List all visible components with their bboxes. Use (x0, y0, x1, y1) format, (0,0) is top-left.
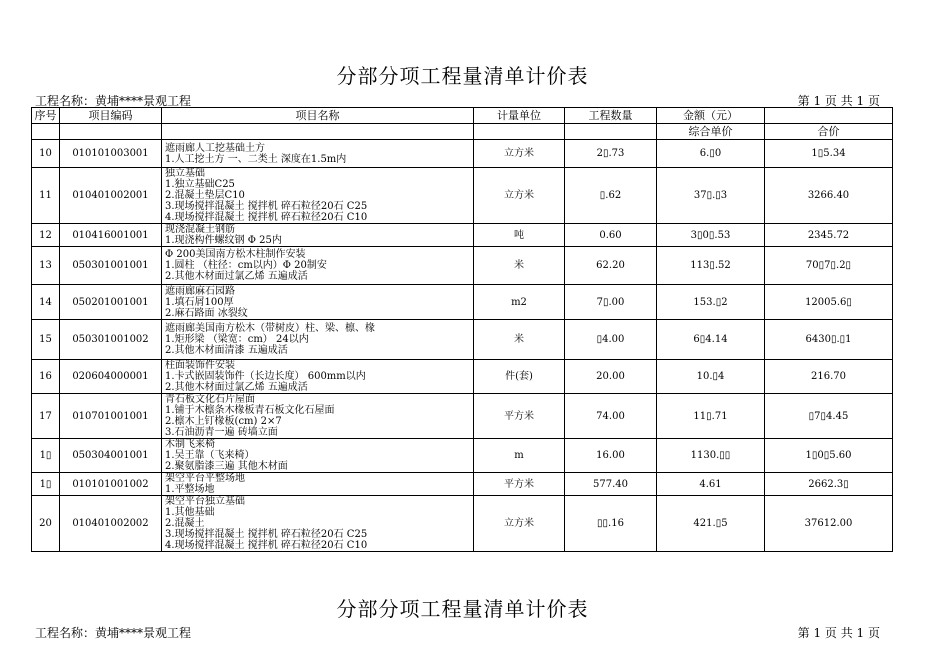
cell-unit: 平方米 (474, 473, 565, 496)
item-description-line: 3.现场搅拌混凝土 搅拌机 碎石粒径20石 C25 (165, 529, 368, 540)
cell-qty: 2▯.73 (565, 140, 657, 168)
cell-seq: 16 (32, 360, 60, 394)
cell-qty: ▯4.00 (565, 320, 657, 360)
table-row (32, 394, 893, 439)
cell-total: 6430▯.▯1 (765, 320, 893, 360)
cell-total: 2345.72 (765, 224, 893, 247)
table-row (32, 224, 893, 247)
cell-qty: 16.00 (565, 439, 657, 473)
table-row (32, 168, 893, 224)
cell-code: 010401002001 (60, 168, 162, 224)
cell-code: 010701001001 (60, 394, 162, 439)
item-description-line: 1.填石屑100厚 (165, 296, 234, 308)
header-amount: 金额（元） (657, 108, 765, 124)
cell-seq: 13 (32, 247, 60, 285)
cell-unit: 平方米 (474, 394, 565, 439)
cell-unit: 立方米 (474, 168, 565, 224)
cell-seq: 1▯ (32, 473, 60, 496)
cell-item-name (162, 247, 474, 285)
item-description-line: 2.檩木上钉椽板(cm) 2×7 (165, 416, 282, 427)
table-row (32, 439, 893, 473)
header-unit-price: 综合单价 (657, 124, 765, 140)
cell-total: 216.70 (765, 360, 893, 394)
item-description-line: 1.吴王靠（飞来椅） (165, 450, 255, 461)
cell-code: 010101001002 (60, 473, 162, 496)
item-description-line: 2.其他木材面过氯乙烯 五遍成活 (165, 271, 308, 282)
item-description-line: 遮雨廊麻石园路 (165, 285, 235, 297)
cell-unit-price: 6.▯0 (657, 140, 765, 168)
item-description-line: 架空平台平整场地 (165, 473, 245, 484)
table-row (32, 320, 893, 360)
item-description-line: 青石板文化石片屋面 (165, 394, 255, 405)
item-description-line: 架空平台独立基础 (165, 496, 245, 507)
header-seq: 序号 (32, 108, 60, 124)
item-description-line: 木制飞来椅 (165, 439, 215, 450)
cell-code: 010416001001 (60, 224, 162, 247)
item-description-line: 3.石油沥青一遍 砖墙立面 (165, 427, 278, 438)
cell-unit-price: 153.▯2 (657, 285, 765, 320)
cell-code: 050301001001 (60, 247, 162, 285)
item-description-line: 独立基础 (165, 168, 205, 179)
page-title: 分部分项工程量清单计价表 (336, 64, 589, 88)
table-subheader-row (32, 124, 893, 140)
item-description-line: 3.现场搅拌混凝土 搅拌机 碎石粒径20石 C25 (165, 201, 368, 212)
cell-seq: 11 (32, 168, 60, 224)
item-description-line: 柱面装饰件安装 (165, 360, 235, 371)
item-description-line: 1.现浇构件螺纹钢 Φ 25内 (165, 235, 282, 246)
cell-unit: m2 (474, 285, 565, 320)
cell-seq: 10 (32, 140, 60, 168)
cell-seq: 12 (32, 224, 60, 247)
header-empty (765, 108, 893, 124)
item-description-line: 4.现场搅拌混凝土 搅拌机 碎石粒径20石 C10 (165, 540, 368, 551)
cell-unit-price: 11▯.71 (657, 394, 765, 439)
page2-page-number: 第 1 页 共 1 页 (797, 626, 880, 640)
cell-unit: 米 (474, 320, 565, 360)
cell-total: ▯7▯4.45 (765, 394, 893, 439)
page2-title: 分部分项工程量清单计价表 (336, 597, 589, 621)
cell-item-name (162, 496, 474, 552)
item-description-line: 遮雨廊美国南方松木（带树皮）柱、梁、檩、椽 (165, 323, 375, 334)
cell-unit: 立方米 (474, 496, 565, 552)
cell-total: 37612.00 (765, 496, 893, 552)
cell-item-name (162, 140, 474, 168)
table-row (32, 360, 893, 394)
cell-item-name (162, 168, 474, 224)
cell-qty: 74.00 (565, 394, 657, 439)
cell-seq: 14 (32, 285, 60, 320)
item-description-line: 2.其他木材面清漆 五遍成活 (165, 345, 288, 356)
cell-unit: 件(套) (474, 360, 565, 394)
cell-item-name (162, 320, 474, 360)
cell-qty: 20.00 (565, 360, 657, 394)
cell-code: 010401002002 (60, 496, 162, 552)
cell-item-name (162, 439, 474, 473)
header-total: 合价 (765, 124, 893, 140)
table-row (32, 496, 893, 552)
cell-unit-price: 1130.▯▯ (657, 439, 765, 473)
page-number: 第 1 页 共 1 页 (797, 94, 880, 108)
cell-qty: 577.40 (565, 473, 657, 496)
table-row (32, 285, 893, 320)
cell-qty: 0.60 (565, 224, 657, 247)
page2-project-name: 工程名称：黄埔****景观工程 (35, 626, 192, 640)
cell-item-name (162, 285, 474, 320)
header-name: 项目名称 (162, 108, 474, 124)
cell-total: 1▯5.34 (765, 140, 893, 168)
cell-total: 1▯0▯5.60 (765, 439, 893, 473)
item-description-line: 1.其他基础 (165, 507, 215, 518)
item-description-line: 1.圆柱 （柱径：cm以内）Φ 20制安 (165, 260, 327, 271)
header-qty: 工程数量 (565, 108, 657, 124)
cell-unit-price: 421.▯5 (657, 496, 765, 552)
item-description-line: 1.独立基础C25 (165, 179, 235, 190)
cell-item-name (162, 224, 474, 247)
item-description-line: 2.混凝土垫层C10 (165, 190, 245, 201)
cell-unit-price: 4.61 (657, 473, 765, 496)
cell-unit: m (474, 439, 565, 473)
cell-item-name (162, 473, 474, 496)
header-code: 项目编码 (60, 108, 162, 124)
cell-unit-price: 37▯.▯3 (657, 168, 765, 224)
cell-unit-price: 113▯.52 (657, 247, 765, 285)
page2-project-header (35, 624, 880, 641)
item-description-line: 2.聚氨脂漆三遍 其他木材面 (165, 461, 288, 472)
item-description-line: 1.人工挖土方 一、二类土 深度在1.5m内 (165, 153, 347, 165)
item-description-line: 1.矩形梁 （梁宽：cm） 24以内 (165, 334, 309, 345)
cell-unit: 吨 (474, 224, 565, 247)
bill-of-quantities-table (31, 107, 893, 552)
table-row (32, 247, 893, 285)
cell-unit: 米 (474, 247, 565, 285)
cell-item-name (162, 360, 474, 394)
item-description-line: 2.混凝土 (165, 518, 205, 529)
item-description-line: 1.平整场地 (165, 484, 215, 495)
cell-qty: 62.20 (565, 247, 657, 285)
cell-item-name (162, 394, 474, 439)
cell-code: 050201001001 (60, 285, 162, 320)
cell-seq: 20 (32, 496, 60, 552)
cell-seq: 17 (32, 394, 60, 439)
item-description-line: 2.其他木材面过氯乙烯 五遍成活 (165, 382, 308, 393)
cell-total: 70▯7▯.2▯ (765, 247, 893, 285)
cell-qty: ▯▯.16 (565, 496, 657, 552)
cell-total: 2662.3▯ (765, 473, 893, 496)
cell-qty: ▯.62 (565, 168, 657, 224)
item-description-line: 2.麻石路面 冰裂纹 (165, 307, 248, 319)
table-header-row (32, 108, 893, 124)
cell-unit-price: 10.▯4 (657, 360, 765, 394)
cell-unit-price: 3▯0▯.53 (657, 224, 765, 247)
cell-code: 050304001001 (60, 439, 162, 473)
item-description-line: 现浇混凝土钢筋 (165, 224, 235, 235)
item-description-line: 1.卡式嵌固装饰件（长边长度） 600mm以内 (165, 371, 366, 382)
project-name: 工程名称：黄埔****景观工程 (35, 94, 192, 108)
item-description-line: 4.现场搅拌混凝土 搅拌机 碎石粒径20石 C10 (165, 212, 368, 223)
cell-unit: 立方米 (474, 140, 565, 168)
table-row (32, 140, 893, 168)
item-description-line: Φ 200美国南方松木柱制作安装 (165, 249, 306, 260)
cell-total: 12005.6▯ (765, 285, 893, 320)
table-row (32, 473, 893, 496)
cell-seq: 1▯ (32, 439, 60, 473)
cell-unit-price: 6▯4.14 (657, 320, 765, 360)
cell-code: 010101003001 (60, 140, 162, 168)
cell-seq: 15 (32, 320, 60, 360)
cell-code: 020604000001 (60, 360, 162, 394)
item-description-line: 遮雨廊人工挖基础土方 (165, 142, 265, 154)
header-unit: 计量单位 (474, 108, 565, 124)
cell-qty: 7▯.00 (565, 285, 657, 320)
cell-total: 3266.40 (765, 168, 893, 224)
cell-code: 050301001002 (60, 320, 162, 360)
item-description-line: 1.铺于木檩条木椽板青石板文化石屋面 (165, 405, 335, 416)
